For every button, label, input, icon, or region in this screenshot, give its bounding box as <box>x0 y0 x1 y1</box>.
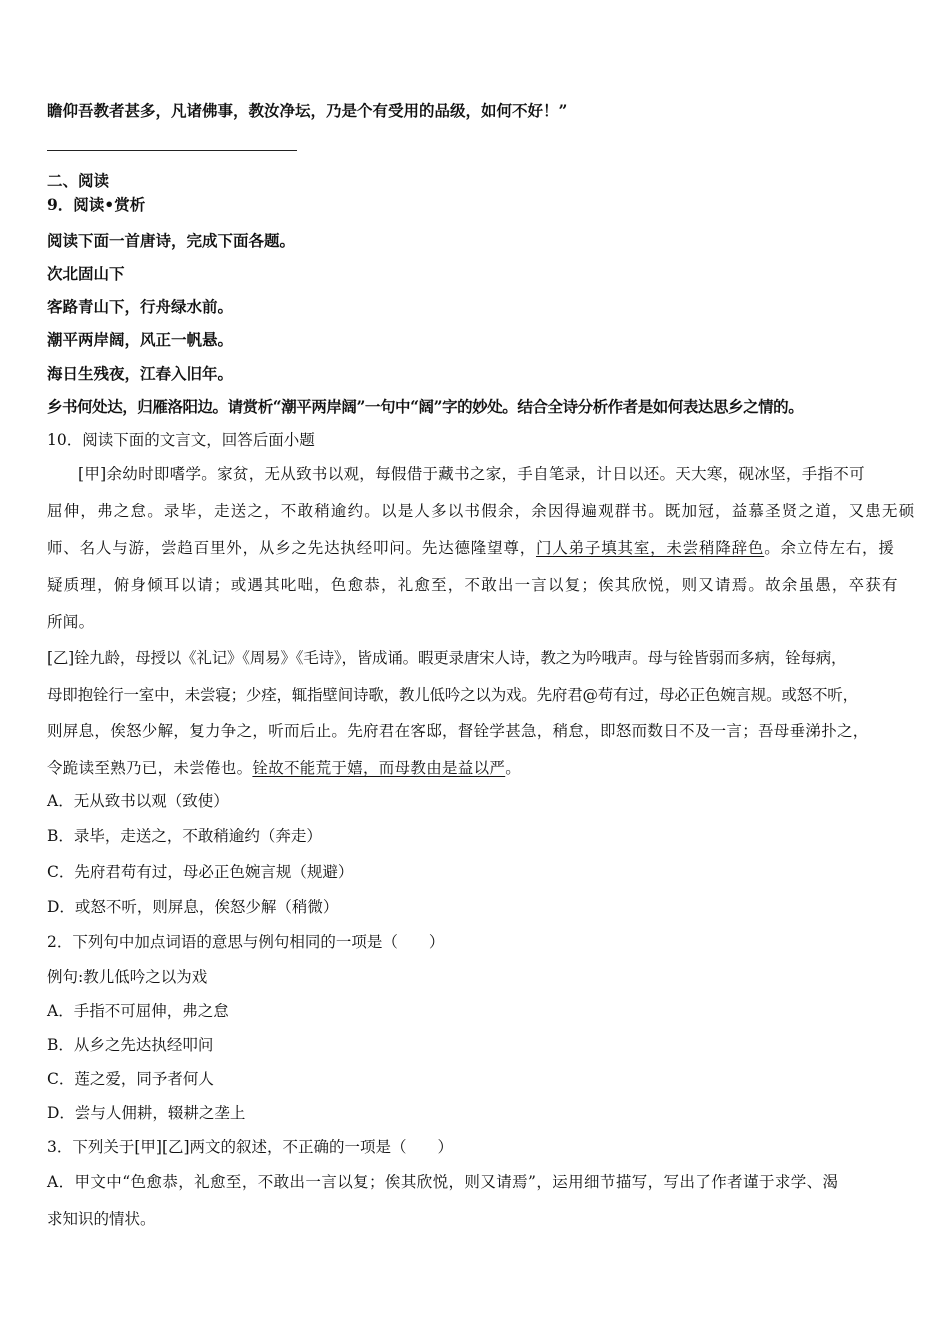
jia-line-5: 所闻。 <box>47 613 95 631</box>
poem-line-3: 海日生残夜，江春入旧年。 <box>47 364 234 383</box>
sub1-option-d: D．或怒不听，则屏息，俟怒少解（稍微） <box>47 898 339 916</box>
sub2-option-c: C．莲之爱，同予者何人 <box>47 1070 214 1088</box>
jia-underlined-sentence: 门人弟子填其室，未尝稍降辞色 <box>536 539 765 557</box>
sub3-option-a-line-1: A．甲文中“色愈恭，礼愈至，不敢出一言以复；俟其欣悦，则又请焉”，运用细节描写，写出了作者谨于求学、渴 <box>47 1173 839 1191</box>
jia-line-4: 疑质理，俯身倾耳以请；或遇其叱咄，色愈恭，礼愈至，不敢出一言以复；俟其欣悦，则又请焉。故余虽愚，卒获有 <box>47 576 899 594</box>
poem-title: 次北固山下 <box>47 264 125 283</box>
sub1-option-a: A．无从致书以观（致使） <box>47 792 229 810</box>
sub2-option-d: D．尝与人佣耕，辍耕之垄上 <box>47 1104 246 1122</box>
sub2-option-b: B．从乡之先达执经叩问 <box>47 1036 214 1054</box>
section-heading: 二、阅读 <box>47 171 110 190</box>
sub1-option-b: B．录毕，走送之，不敢稍逾约（奔走） <box>47 827 322 845</box>
yi-underlined-sentence: 铨故不能荒于嬉，而母教由是益以严 <box>252 759 506 777</box>
poem-last-line-question: 乡书何处达，归雁洛阳边。请赏析“潮平两岸阔”一句中“阔”字的妙处。结合全诗分析作者是如何表达思乡之情的。 <box>47 397 804 416</box>
poem-line-1: 客路青山下，行舟绿水前。 <box>47 297 234 316</box>
yi-line-4-start: 令跪读至熟乃已，未尝倦也。 <box>47 759 253 777</box>
sub1-option-c: C．先府君苟有过，母必正色婉言规（规避） <box>47 863 354 881</box>
jia-line-3-end: 。余立侍左右，援 <box>764 539 895 557</box>
q9-title: 9．阅读•赏析 <box>47 195 146 214</box>
q10-title: 10．阅读下面的文言文，回答后面小题 <box>47 431 315 449</box>
yi-line-4 <box>47 758 521 778</box>
jia-line-3 <box>47 538 895 558</box>
jia-line-3-start: 师、名人与游，尝趋百里外，从乡之先达执经叩问。先达德隆望尊， <box>47 539 537 557</box>
sub2-example: 例句:教儿低吟之以为戏 <box>47 968 208 986</box>
sub2-option-a: A．手指不可屈伸，弗之怠 <box>47 1002 229 1020</box>
poem-line-2: 潮平两岸阔，风正一帆悬。 <box>47 330 234 349</box>
q9-instruction: 阅读下面一首唐诗，完成下面各题。 <box>47 231 296 250</box>
yi-line-3: 则屏息，俟怒少解，复力争之，听而后止。先府君在客邸，督铨学甚急，稍怠，即怒而数日不及一言；吾母垂涕扑之， <box>47 722 869 740</box>
answer-blank-line <box>47 150 297 151</box>
jia-line-2: 屈伸，弗之怠。录毕，走送之，不敢稍逾约。以是人多以书假余，余因得遍观群书。既加冠，益慕圣贤之道，又患无硕 <box>47 502 916 520</box>
top-quote-line: 瞻仰吾教者甚多，凡诸佛事，教汝净坛，乃是个有受用的品级，如何不好！” <box>47 101 568 120</box>
yi-line-2: 母即抱铨行一室中，未尝寝；少痊，辄指壁间诗歌，教儿低吟之以为戏。先府君@苟有过，母必正色婉言规。或怒不听， <box>47 686 858 704</box>
sub3-question: 3．下列关于[甲][乙]两文的叙述，不正确的一项是（ ） <box>47 1138 454 1156</box>
sub2-question: 2．下列句中加点词语的意思与例句相同的一项是（ ） <box>47 933 445 951</box>
yi-line-1: [乙]铨九龄，母授以《礼记》《周易》《毛诗》，皆成诵。暇更录唐宋人诗，教之为吟哦声。母与铨皆弱而多病，铨每病， <box>47 649 847 667</box>
jia-line-1: [甲]余幼时即嗜学。家贫，无从致书以观，每假借于藏书之家，手自笔录，计日以还。天大寒，砚冰坚，手指不可 <box>78 465 865 483</box>
yi-line-4-end: 。 <box>505 759 522 777</box>
sub3-option-a-line-2: 求知识的情状。 <box>47 1210 156 1228</box>
